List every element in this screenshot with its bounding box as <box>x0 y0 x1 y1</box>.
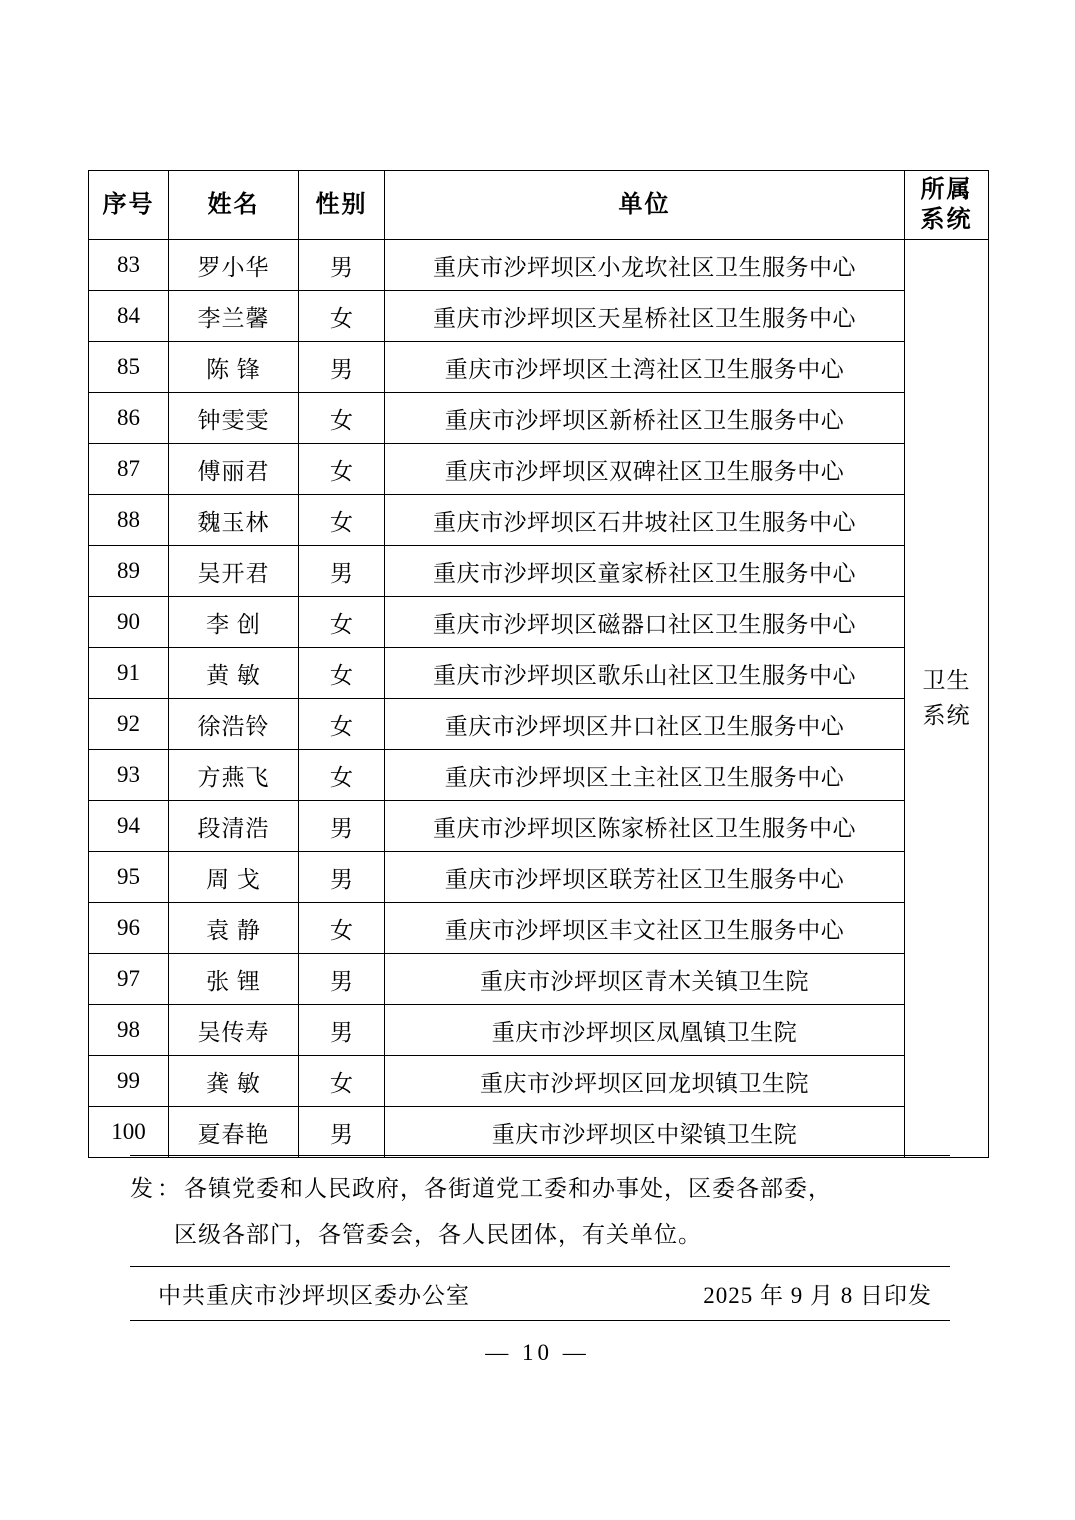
cell-unit: 重庆市沙坪坝区小龙坎社区卫生服务中心 <box>385 240 905 291</box>
column-header-unit: 单位 <box>385 171 905 240</box>
cell-sex: 女 <box>299 1056 385 1107</box>
cell-seq: 90 <box>89 597 169 648</box>
cell-unit: 重庆市沙坪坝区凤凰镇卫生院 <box>385 1005 905 1056</box>
cell-sex: 女 <box>299 903 385 954</box>
footer-bottom-rule <box>130 1320 950 1321</box>
table-row <box>89 954 989 1005</box>
cell-sex: 男 <box>299 240 385 291</box>
cell-sex: 女 <box>299 699 385 750</box>
cell-unit: 重庆市沙坪坝区青木关镇卫生院 <box>385 954 905 1005</box>
table-row <box>89 648 989 699</box>
cell-name: 袁 静 <box>169 903 299 954</box>
cell-seq: 89 <box>89 546 169 597</box>
cell-sex: 男 <box>299 801 385 852</box>
cell-name: 段清浩 <box>169 801 299 852</box>
cell-seq: 85 <box>89 342 169 393</box>
table-row <box>89 1005 989 1056</box>
table-row <box>89 495 989 546</box>
cell-sex: 女 <box>299 750 385 801</box>
table-row <box>89 1056 989 1107</box>
cell-unit: 重庆市沙坪坝区土湾社区卫生服务中心 <box>385 342 905 393</box>
cell-sex: 男 <box>299 954 385 1005</box>
cell-sex: 女 <box>299 597 385 648</box>
cell-seq: 91 <box>89 648 169 699</box>
cell-seq: 92 <box>89 699 169 750</box>
cell-seq: 83 <box>89 240 169 291</box>
cell-sex: 女 <box>299 393 385 444</box>
cell-unit: 重庆市沙坪坝区石井坡社区卫生服务中心 <box>385 495 905 546</box>
column-header-sex: 性别 <box>299 171 385 240</box>
table-row <box>89 903 989 954</box>
cell-unit: 重庆市沙坪坝区歌乐山社区卫生服务中心 <box>385 648 905 699</box>
table-row <box>89 240 989 291</box>
cell-seq: 97 <box>89 954 169 1005</box>
cell-name: 李 创 <box>169 597 299 648</box>
cell-unit: 重庆市沙坪坝区磁器口社区卫生服务中心 <box>385 597 905 648</box>
distribution-text-1: 各镇党委和人民政府，各街道党工委和办事处，区委各部委， <box>184 1176 832 1201</box>
table-row <box>89 291 989 342</box>
cell-name: 吴传寿 <box>169 1005 299 1056</box>
cell-sex: 男 <box>299 1005 385 1056</box>
cell-unit: 重庆市沙坪坝区童家桥社区卫生服务中心 <box>385 546 905 597</box>
system-label-line1: 卫生 <box>922 668 971 693</box>
column-header-system <box>905 171 989 240</box>
issuer-row <box>130 1267 950 1320</box>
cell-sex: 女 <box>299 291 385 342</box>
cell-sex: 女 <box>299 444 385 495</box>
column-header-seq: 序号 <box>89 171 169 240</box>
cell-unit: 重庆市沙坪坝区丰文社区卫生服务中心 <box>385 903 905 954</box>
cell-name: 陈 锋 <box>169 342 299 393</box>
distribution-line-1 <box>130 1166 950 1212</box>
table-row <box>89 546 989 597</box>
cell-name: 黄 敏 <box>169 648 299 699</box>
cell-sex: 女 <box>299 648 385 699</box>
cell-seq: 99 <box>89 1056 169 1107</box>
table-row <box>89 342 989 393</box>
cell-name: 李兰馨 <box>169 291 299 342</box>
table-row <box>89 444 989 495</box>
distribution-block <box>130 1156 950 1266</box>
cell-unit: 重庆市沙坪坝区新桥社区卫生服务中心 <box>385 393 905 444</box>
cell-seq: 100 <box>89 1107 169 1158</box>
cell-unit: 重庆市沙坪坝区联芳社区卫生服务中心 <box>385 852 905 903</box>
cell-sex: 女 <box>299 495 385 546</box>
cell-name: 罗小华 <box>169 240 299 291</box>
cell-system <box>905 240 989 1158</box>
cell-name: 张 锂 <box>169 954 299 1005</box>
personnel-table <box>88 170 989 1158</box>
cell-unit: 重庆市沙坪坝区陈家桥社区卫生服务中心 <box>385 801 905 852</box>
cell-seq: 98 <box>89 1005 169 1056</box>
system-label-line2: 系统 <box>922 702 971 728</box>
cell-unit: 重庆市沙坪坝区天星桥社区卫生服务中心 <box>385 291 905 342</box>
cell-seq: 86 <box>89 393 169 444</box>
cell-name: 周 戈 <box>169 852 299 903</box>
cell-name: 魏玉林 <box>169 495 299 546</box>
column-header-system-line1: 所属 <box>920 177 973 203</box>
cell-seq: 88 <box>89 495 169 546</box>
cell-seq: 84 <box>89 291 169 342</box>
cell-seq: 87 <box>89 444 169 495</box>
cell-name: 龚 敏 <box>169 1056 299 1107</box>
cell-name: 方燕飞 <box>169 750 299 801</box>
table-row <box>89 393 989 444</box>
document-footer <box>130 1155 950 1321</box>
cell-seq: 96 <box>89 903 169 954</box>
cell-unit: 重庆市沙坪坝区土主社区卫生服务中心 <box>385 750 905 801</box>
cell-sex: 男 <box>299 342 385 393</box>
cell-unit: 重庆市沙坪坝区中梁镇卫生院 <box>385 1107 905 1158</box>
table-row <box>89 699 989 750</box>
table-row <box>89 1107 989 1158</box>
column-header-system-line2: 系统 <box>920 207 973 233</box>
table-row <box>89 597 989 648</box>
issue-date: 2025 年 9 月 8 日印发 <box>703 1283 932 1308</box>
cell-unit: 重庆市沙坪坝区双碑社区卫生服务中心 <box>385 444 905 495</box>
cell-seq: 93 <box>89 750 169 801</box>
table-row <box>89 801 989 852</box>
cell-seq: 95 <box>89 852 169 903</box>
cell-name: 傅丽君 <box>169 444 299 495</box>
cell-seq: 94 <box>89 801 169 852</box>
page-number: — 10 — <box>485 1340 590 1365</box>
cell-sex: 男 <box>299 546 385 597</box>
column-header-name: 姓名 <box>169 171 299 240</box>
cell-sex: 男 <box>299 1107 385 1158</box>
cell-name: 夏春艳 <box>169 1107 299 1158</box>
issuer-name: 中共重庆市沙坪坝区委办公室 <box>158 1283 470 1308</box>
table-row <box>89 750 989 801</box>
distribution-line-2: 区级各部门，各管委会，各人民团体，有关单位。 <box>174 1222 702 1247</box>
cell-unit: 重庆市沙坪坝区回龙坝镇卫生院 <box>385 1056 905 1107</box>
distribution-label: 发： <box>130 1176 184 1201</box>
table-row <box>89 852 989 903</box>
cell-name: 徐浩铃 <box>169 699 299 750</box>
table-header-row <box>89 171 989 240</box>
cell-unit: 重庆市沙坪坝区井口社区卫生服务中心 <box>385 699 905 750</box>
cell-sex: 男 <box>299 852 385 903</box>
cell-name: 吴开君 <box>169 546 299 597</box>
cell-name: 钟雯雯 <box>169 393 299 444</box>
